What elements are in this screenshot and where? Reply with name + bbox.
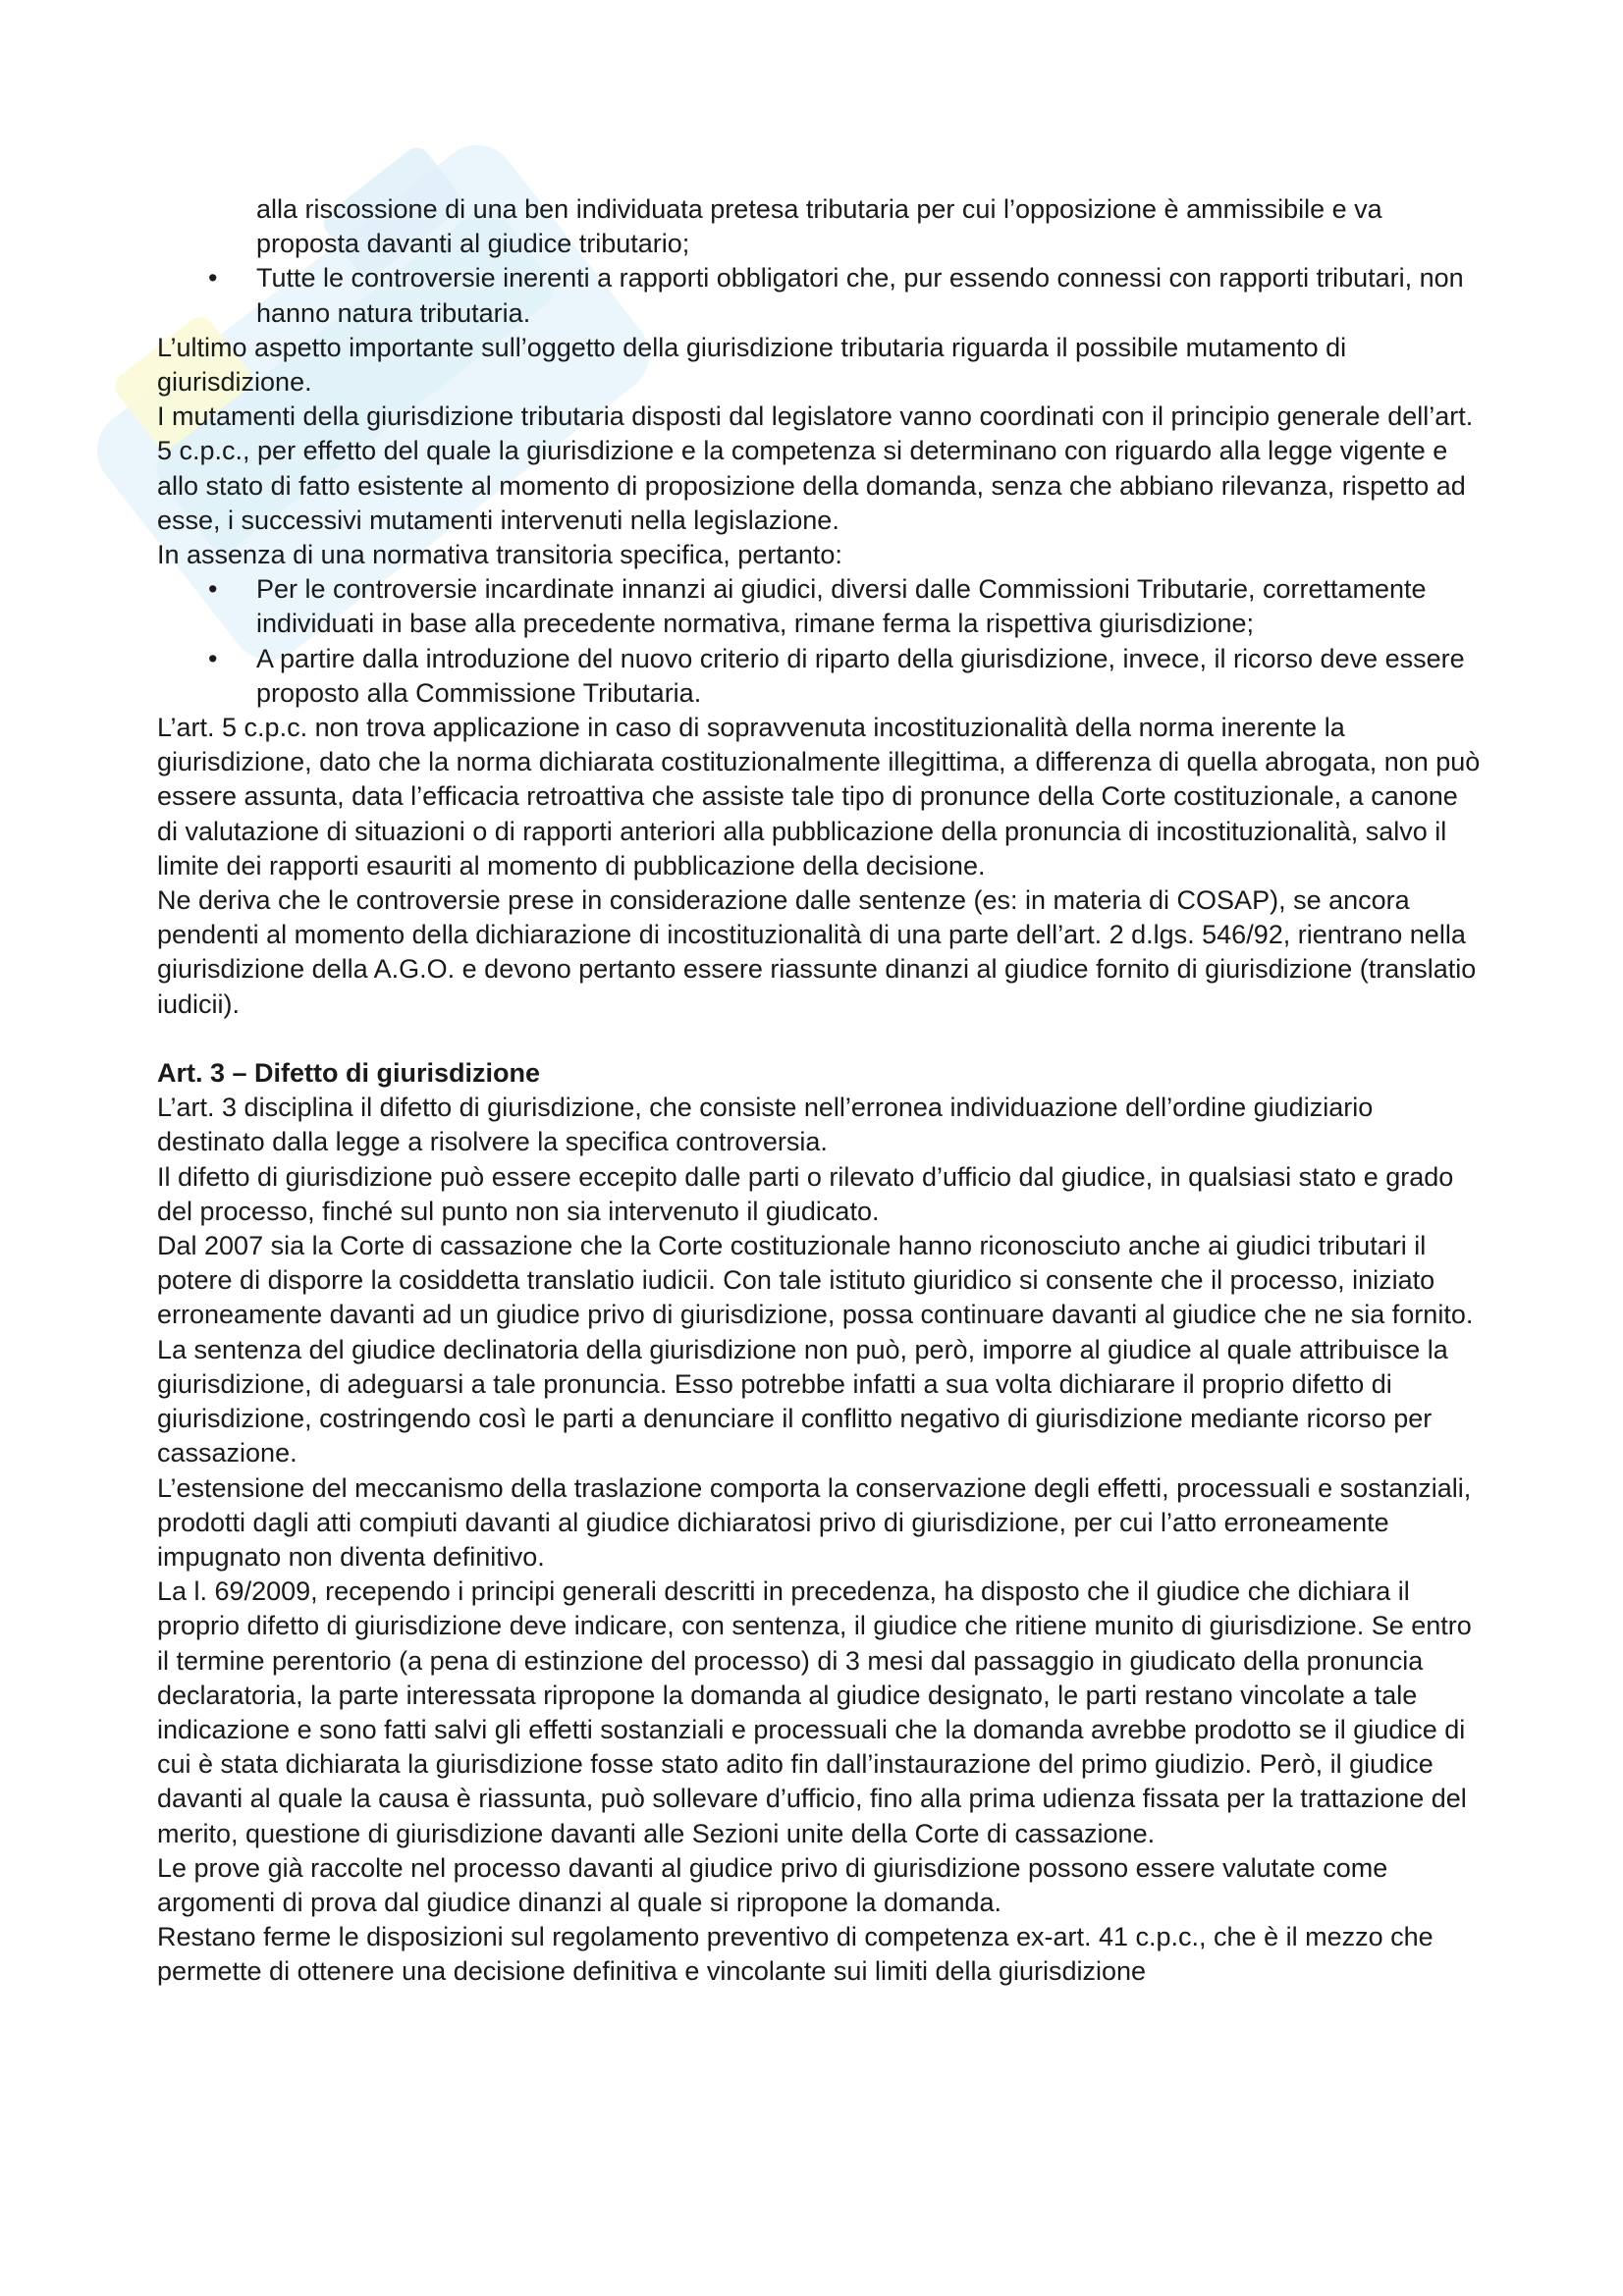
list-item: [157, 642, 1483, 711]
list-item-text: A partire dalla introduzione del nuovo criterio di riparto della giurisdizione, invece, il ricorso deve essere proposto alla Commissione Tributaria.: [256, 643, 1465, 708]
paragraph: Il difetto di giurisdizione può essere eccepito dalle parti o rilevato d’ufficio dal giudice, in qualsiasi stato e grado del processo, finché sul punto non sia intervenuto il giudicato.: [157, 1161, 1454, 1226]
paragraph: Dal 2007 sia la Corte di cassazione che la Corte costituzionale hanno riconosciuto anche ai giudici tributari il potere di disporre la cosiddetta translatio iudicii. Con tale istituto giuridico si consente che il processo, iniziato erroneamente davanti ad un giudice privo di giurisdizione, possa continuare davanti al giudice che ne sia fornito. La sentenza del giudice declinatoria della giurisdizione non può, però, imporre al giudice al quale attribuisce la giurisdizione, di adeguarsi a tale pronuncia. Esso potrebbe infatti a sua volta dichiarare il proprio difetto di giurisdizione, costringendo così le parti a denunciare il conflitto negativo di giurisdizione mediante ricorso per cassazione.: [157, 1231, 1474, 1468]
bullet-list-2: [157, 572, 1483, 711]
list-item-text: Tutte le controversie inerenti a rapporti obbligatori che, pur essendo connessi con rapporti tributari, non hanno natura tributaria.: [256, 263, 1464, 328]
bullet-icon: •: [208, 574, 218, 605]
paragraph: L’estensione del meccanismo della traslazione comporta la conservazione degli effetti, processuali e sostanziali, prodotti dagli atti compiuti davanti al giudice dichiaratosi privo di giurisdizione, per cui l’atto erroneamente impugnato non diventa definitivo.: [157, 1472, 1472, 1572]
bullet-icon: •: [208, 263, 218, 294]
list-item: [157, 261, 1483, 330]
list-item-text: Per le controversie incardinate innanzi ai giudici, diversi dalle Commissioni Tributarie, correttamente individuati in base alla precedente normativa, rimane ferma la rispettiva giurisdizione;: [256, 574, 1427, 639]
paragraph: L’ultimo aspetto importante sull’oggetto della giurisdizione tributaria riguarda il possibile mutamento di giurisdizione.: [157, 332, 1347, 398]
paragraph: La l. 69/2009, recependo i principi generali descritti in precedenza, ha disposto che il giudice che dichiara il proprio difetto di giurisdizione deve indicare, con sentenza, il giudice che ritiene munito di giurisdizione. Se entro il termine perentorio (a pena di estinzione del processo) di 3 mesi dal passaggio in giudicato della pronuncia declaratoria, la parte interessata ripropone la domanda al giudice designato, le parti restano vincolate a tale indicazione e sono fatti salvi gli effetti sostanziali e processuali che la domanda avrebbe prodotto se il giudice di cui è stata dichiarata la giurisdizione fosse stato adito fin dall’instaurazione del primo giudizio. Però, il giudice davanti al quale la causa è riassunta, può sollevare d’ufficio, fino alla prima udienza fissata per la trattazione del merito, questione di giurisdizione davanti alle Sezioni unite della Corte di cassazione.: [157, 1576, 1472, 1848]
paragraph: L’art. 3 disciplina il difetto di giurisdizione, che consiste nell’erronea individuazione dell’ordine giudiziario destinato dalla legge a risolvere la specifica controversia.: [157, 1093, 1374, 1157]
paragraph: In assenza di una normativa transitoria specifica, pertanto:: [157, 540, 842, 570]
bullet-list-1: [157, 261, 1483, 330]
paragraph: Le prove già raccolte nel processo davanti al giudice privo di giurisdizione possono essere valutate come argomenti di prova dal giudice dinanzi al quale si ripropone la domanda.: [157, 1852, 1388, 1917]
document-body: [157, 192, 1483, 1990]
paragraph: L’art. 5 c.p.c. non trova applicazione in caso di sopravvenuta incostituzionalità della norma inerente la giurisdizione, dato che la norma dichiarata costituzionalmente illegittima, a differenza di quella abrogata, non può essere assunta, data l’efficacia retroattiva che assiste tale tipo di pronunce della Corte costituzionale, a canone di valutazione di situazioni o di rapporti anteriori alla pubblicazione della pronuncia di incostituzionalità, salvo il limite dei rapporti esauriti al momento di pubblicazione della decisione.: [157, 713, 1481, 881]
list-item-continuation: alla riscossione di una ben individuata pretesa tributaria per cui l’opposizione è ammissibile e va proposta davanti al giudice tributario;: [256, 194, 1382, 259]
paragraph: Restano ferme le disposizioni sul regolamento preventivo di competenza ex-art. 41 c.p.c., che è il mezzo che permette di ottenere una decisione definitiva e vincolante sui limiti della giurisdizione: [157, 1922, 1434, 1987]
blank-line: [157, 1022, 1483, 1056]
list-item: [157, 572, 1483, 641]
paragraph: Ne deriva che le controversie prese in considerazione dalle sentenze (es: in materia di COSAP), se ancora pendenti al momento della dichiarazione di incostituzionalità di una parte dell’art. 2 d.lgs. 546/92, rientrano nella giurisdizione della A.G.O. e devono pertanto essere riassunte dinanzi al giudice fornito di giurisdizione (translatio iudicii).: [157, 885, 1477, 1019]
bullet-icon: •: [208, 643, 218, 673]
paragraph: I mutamenti della giurisdizione tributaria disposti dal legislatore vanno coordinati con il principio generale dell’art. 5 c.p.c., per effetto del quale la giurisdizione e la competenza si determinano con riguardo alla legge vigente e allo stato di fatto esistente al momento di proposizione della domanda, senza che abbiano rilevanza, rispetto ad esse, i successivi mutamenti intervenuti nella legislazione.: [157, 401, 1474, 535]
section-heading: Art. 3 – Difetto di giurisdizione: [157, 1058, 541, 1089]
